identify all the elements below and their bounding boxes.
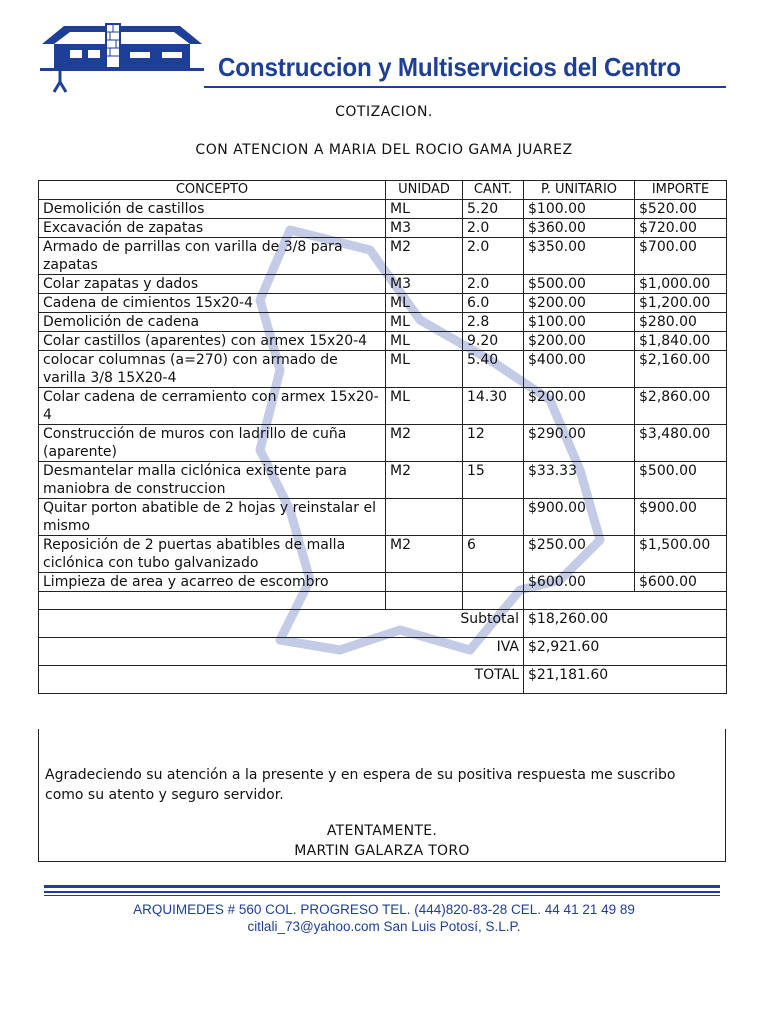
closing-box bbox=[38, 729, 726, 862]
table-row bbox=[39, 294, 727, 313]
cell-importe: $280.00 bbox=[635, 313, 727, 332]
cell-cant: 14.30 bbox=[463, 388, 524, 425]
cell-p-unitario: $900.00 bbox=[524, 499, 635, 536]
footer-rule bbox=[44, 885, 720, 888]
cell-cant bbox=[463, 573, 524, 592]
cell-cant: 2.8 bbox=[463, 313, 524, 332]
house-icon bbox=[40, 24, 204, 92]
cell-unidad: ML bbox=[386, 200, 463, 219]
cell-p-unitario: $200.00 bbox=[524, 294, 635, 313]
column-header-concepto: CONCEPTO bbox=[39, 181, 386, 200]
subtotal-label: Subtotal bbox=[39, 610, 524, 638]
footer-address: ARQUIMEDES # 560 COL. PROGRESO TEL. (444)820-83-28 CEL. 44 41 21 49 89 bbox=[133, 902, 635, 917]
footer-rule-thin bbox=[44, 891, 720, 893]
cell-importe: $520.00 bbox=[635, 200, 727, 219]
cell-cant: 9.20 bbox=[463, 332, 524, 351]
cell-concepto: Excavación de zapatas bbox=[39, 219, 386, 238]
cell-importe: $1,000.00 bbox=[635, 275, 727, 294]
cell-cant: 15 bbox=[463, 462, 524, 499]
cell-unidad: ML bbox=[386, 332, 463, 351]
iva-value: $2,921.60 bbox=[524, 638, 727, 666]
table-row bbox=[39, 219, 727, 238]
atentamente-text: ATENTAMENTE. bbox=[326, 823, 438, 839]
cell-p-unitario: $100.00 bbox=[524, 313, 635, 332]
cell-importe: $720.00 bbox=[635, 219, 727, 238]
cell-importe: $500.00 bbox=[635, 462, 727, 499]
cell-p-unitario: $400.00 bbox=[524, 351, 635, 388]
cell-unidad: M2 bbox=[386, 536, 463, 573]
signer-name: MARTIN GALARZA TORO bbox=[294, 843, 470, 859]
cell-importe: $3,480.00 bbox=[635, 425, 727, 462]
cell-cant bbox=[463, 499, 524, 536]
total-row bbox=[39, 666, 727, 694]
table-row bbox=[39, 200, 727, 219]
table-row bbox=[39, 351, 727, 388]
subtotal-row bbox=[39, 610, 727, 638]
cell-concepto: Desmantelar malla ciclónica existente para maniobra de construccion bbox=[39, 462, 386, 499]
header-rule bbox=[204, 86, 726, 88]
cell-importe: $1,200.00 bbox=[635, 294, 727, 313]
cell-concepto: Demolición de cadena bbox=[39, 313, 386, 332]
table-row bbox=[39, 425, 727, 462]
cell-unidad: ML bbox=[386, 388, 463, 425]
iva-row bbox=[39, 638, 727, 666]
empty-row bbox=[39, 592, 727, 610]
company-logo bbox=[40, 22, 204, 94]
cell-importe: $1,500.00 bbox=[635, 536, 727, 573]
cell-unidad: M3 bbox=[386, 219, 463, 238]
cell-concepto: Construcción de muros con ladrillo de cuña (aparente) bbox=[39, 425, 386, 462]
cell-unidad: ML bbox=[386, 351, 463, 388]
cell-p-unitario: $350.00 bbox=[524, 238, 635, 275]
cell-concepto: Colar cadena de cerramiento con armex 15x20-4 bbox=[39, 388, 386, 425]
column-header-p-unitario: P. UNITARIO bbox=[524, 181, 635, 200]
cell-unidad: ML bbox=[386, 294, 463, 313]
cell-unidad: ML bbox=[386, 313, 463, 332]
cell-importe: $900.00 bbox=[635, 499, 727, 536]
cell-importe: $600.00 bbox=[635, 573, 727, 592]
column-header-unidad: UNIDAD bbox=[386, 181, 463, 200]
attention-line: CON ATENCION A MARIA DEL ROCIO GAMA JUAREZ bbox=[195, 142, 573, 158]
cell-concepto: Demolición de castillos bbox=[39, 200, 386, 219]
cell-importe: $1,840.00 bbox=[635, 332, 727, 351]
cell-importe: $2,160.00 bbox=[635, 351, 727, 388]
cell-p-unitario: $500.00 bbox=[524, 275, 635, 294]
table-row bbox=[39, 462, 727, 499]
table-row bbox=[39, 536, 727, 573]
cell-cant: 5.20 bbox=[463, 200, 524, 219]
cell-concepto: Cadena de cimientos 15x20-4 bbox=[39, 294, 386, 313]
table-row bbox=[39, 573, 727, 592]
table-row bbox=[39, 499, 727, 536]
column-header-cant: CANT. bbox=[463, 181, 524, 200]
cell-p-unitario: $100.00 bbox=[524, 200, 635, 219]
cell-p-unitario: $600.00 bbox=[524, 573, 635, 592]
cell-p-unitario: $360.00 bbox=[524, 219, 635, 238]
cell-concepto: Limpieza de area y acarreo de escombro bbox=[39, 573, 386, 592]
cell-concepto: Colar zapatas y dados bbox=[39, 275, 386, 294]
cell-p-unitario: $290.00 bbox=[524, 425, 635, 462]
footer-contact: citlali_73@yahoo.com San Luis Potosí, S.L.P. bbox=[247, 919, 521, 934]
footer-rule-hairline bbox=[44, 895, 720, 896]
table-header-row bbox=[39, 181, 727, 200]
total-value: $21,181.60 bbox=[524, 666, 727, 694]
cell-cant: 6 bbox=[463, 536, 524, 573]
cell-cant: 5.40 bbox=[463, 351, 524, 388]
cell-concepto: Armado de parrillas con varilla de 3/8 para zapatas bbox=[39, 238, 386, 275]
cell-p-unitario: $200.00 bbox=[524, 388, 635, 425]
iva-label: IVA bbox=[39, 638, 524, 666]
total-label: TOTAL bbox=[39, 666, 524, 694]
column-header-importe: IMPORTE bbox=[635, 181, 727, 200]
cell-cant: 6.0 bbox=[463, 294, 524, 313]
cell-unidad: M2 bbox=[386, 462, 463, 499]
cell-importe: $700.00 bbox=[635, 238, 727, 275]
cell-unidad: M3 bbox=[386, 275, 463, 294]
table-row bbox=[39, 332, 727, 351]
signature-block bbox=[39, 821, 725, 861]
cell-cant: 2.0 bbox=[463, 219, 524, 238]
cell-concepto: colocar columnas (a=270) con armado de varilla 3/8 15X20-4 bbox=[39, 351, 386, 388]
quote-table bbox=[38, 180, 727, 694]
table-row bbox=[39, 313, 727, 332]
cell-unidad: M2 bbox=[386, 425, 463, 462]
document-title: COTIZACION. bbox=[335, 104, 433, 120]
table-row bbox=[39, 238, 727, 275]
cell-unidad bbox=[386, 499, 463, 536]
cell-cant: 2.0 bbox=[463, 275, 524, 294]
cell-cant: 12 bbox=[463, 425, 524, 462]
cell-cant: 2.0 bbox=[463, 238, 524, 275]
cell-unidad: M2 bbox=[386, 238, 463, 275]
table-row bbox=[39, 275, 727, 294]
company-name: Construccion y Multiservicios del Centro bbox=[218, 52, 681, 82]
cell-importe: $2,860.00 bbox=[635, 388, 727, 425]
cell-concepto: Quitar porton abatible de 2 hojas y reinstalar el mismo bbox=[39, 499, 386, 536]
thanks-paragraph: Agradeciendo su atención a la presente y en espera de su positiva respuesta me suscribo como su atento y seguro servidor. bbox=[45, 767, 676, 803]
cell-concepto: Colar castillos (aparentes) con armex 15x20-4 bbox=[39, 332, 386, 351]
subtotal-value: $18,260.00 bbox=[524, 610, 727, 638]
cell-p-unitario: $250.00 bbox=[524, 536, 635, 573]
cell-p-unitario: $200.00 bbox=[524, 332, 635, 351]
cell-concepto: Reposición de 2 puertas abatibles de malla ciclónica con tubo galvanizado bbox=[39, 536, 386, 573]
table-row bbox=[39, 388, 727, 425]
cell-p-unitario: $33.33 bbox=[524, 462, 635, 499]
cell-unidad bbox=[386, 573, 463, 592]
